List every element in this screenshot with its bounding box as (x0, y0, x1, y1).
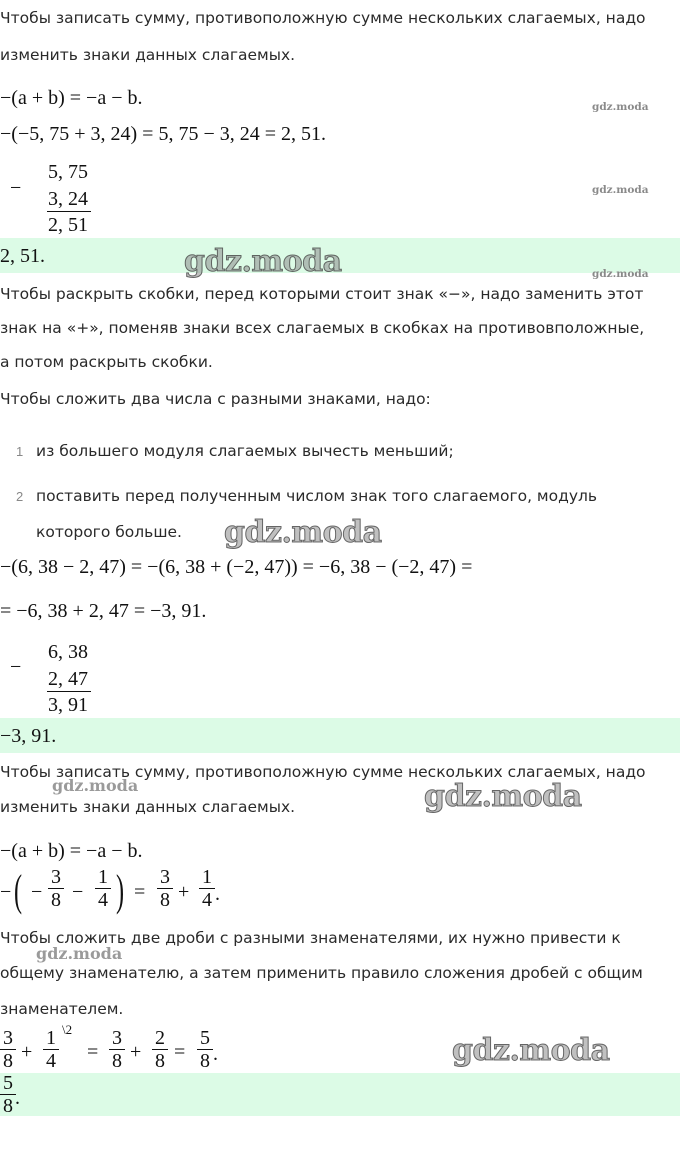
fraction: $\frac{1}{4}$ (199, 866, 215, 911)
eq-minus: − (31, 881, 43, 903)
answer: −3, 91. (0, 725, 57, 747)
answer-fraction: $\frac{5}{8}$ (0, 1072, 16, 1117)
list-number: 2 (16, 489, 24, 504)
calculation: −(6, 38 − 2, 47) = −(6, 38 + (−2, 47)) = −6, 38 − (−2, 47) = (0, 556, 473, 578)
column-mid: 2, 47 (48, 668, 88, 690)
fraction: $\frac{3}{8}$ (48, 866, 64, 911)
sum-dot: . (213, 1043, 218, 1065)
eq-dot: . (215, 883, 220, 905)
sum-equals: = (87, 1041, 99, 1063)
answer: 2, 51. (0, 245, 45, 267)
formula: −(a + b) = −a − b. (0, 87, 143, 109)
rule-text: общему знаменателю, а затем применить правило сложения дробей с общим (0, 964, 643, 982)
watermark-big: gdz.moda (224, 515, 382, 550)
eq-minus: − (0, 881, 12, 903)
answer-band (0, 718, 680, 753)
eq-equals: = (134, 881, 146, 903)
column-result: 2, 51 (48, 214, 88, 236)
list-item: которого больше. (36, 523, 182, 541)
column-top: 6, 38 (48, 641, 88, 663)
fraction: $\frac{3}{8}$ (157, 866, 173, 911)
list-item: поставить перед полученным числом знак того слагаемого, модуль (36, 487, 598, 505)
sum-equals: = (174, 1041, 186, 1063)
fraction: $\frac{5}{8}$ (197, 1027, 213, 1072)
answer-band (0, 1073, 680, 1116)
eq-minus: − (72, 881, 84, 903)
sum-plus: + (21, 1041, 33, 1063)
column-minus: − (10, 177, 22, 199)
column-top: 5, 75 (48, 161, 88, 183)
rule-text: Чтобы записать сумму, противоположную сумме нескольких слагаемых, надо (0, 9, 646, 27)
eq-plus: + (178, 881, 190, 903)
column-minus: − (10, 656, 22, 678)
fraction: $\frac{3}{8}$ (109, 1027, 125, 1072)
rule-text: знаменателем. (0, 1000, 124, 1018)
column-mid: 3, 24 (48, 188, 88, 210)
watermark-medium: gdz.moda (52, 776, 139, 795)
fraction: $\frac{1}{4}$ (43, 1027, 59, 1072)
calculation: = −6, 38 + 2, 47 = −3, 91. (0, 600, 207, 622)
rule-text: а потом раскрыть скобки. (0, 353, 213, 371)
list-item: из большего модуля слагаемых вычесть меньший; (36, 442, 454, 460)
calculation: −(−5, 75 + 3, 24) = 5, 75 − 3, 24 = 2, 51. (0, 123, 326, 145)
rule-text: изменить знаки данных слагаемых. (0, 798, 296, 816)
column-line (47, 211, 91, 212)
rule-text: изменить знаки данных слагаемых. (0, 46, 296, 64)
watermark-big: gdz.moda (424, 779, 582, 814)
rule-text: Чтобы сложить две дроби с разными знаменателями, их нужно привести к (0, 929, 621, 947)
fraction: $\frac{1}{4}$ (95, 866, 111, 911)
sum-plus: + (130, 1041, 142, 1063)
rule-text: Чтобы сложить два числа с разными знаками, надо: (0, 390, 431, 408)
paren-close: ) (116, 866, 125, 915)
watermark-small: gdz.moda (592, 184, 649, 196)
multiplier: \2 (62, 1022, 73, 1037)
list-number: 1 (16, 444, 24, 459)
rule-text: Чтобы записать сумму, противоположную сумме нескольких слагаемых, надо (0, 763, 646, 781)
paren-open: ( (14, 866, 23, 915)
column-result: 3, 91 (48, 694, 88, 716)
rule-text: знак на «+», поменяв знаки всех слагаемых в скобках на противовположные, (0, 319, 645, 337)
formula: −(a + b) = −a − b. (0, 840, 143, 862)
watermark-medium: gdz.moda (36, 944, 123, 963)
watermark-big: gdz.moda (184, 244, 342, 279)
watermark-big: gdz.moda (452, 1033, 610, 1068)
fraction: $\frac{3}{8}$ (0, 1027, 16, 1072)
fraction: $\frac{2}{8}$ (152, 1027, 168, 1072)
watermark-small: gdz.moda (592, 101, 649, 113)
column-line (47, 691, 91, 692)
watermark-small: gdz.moda (592, 268, 649, 280)
answer-dot: . (15, 1087, 20, 1109)
rule-text: Чтобы раскрыть скобки, перед которыми стоит знак «−», надо заменить этот (0, 285, 644, 303)
